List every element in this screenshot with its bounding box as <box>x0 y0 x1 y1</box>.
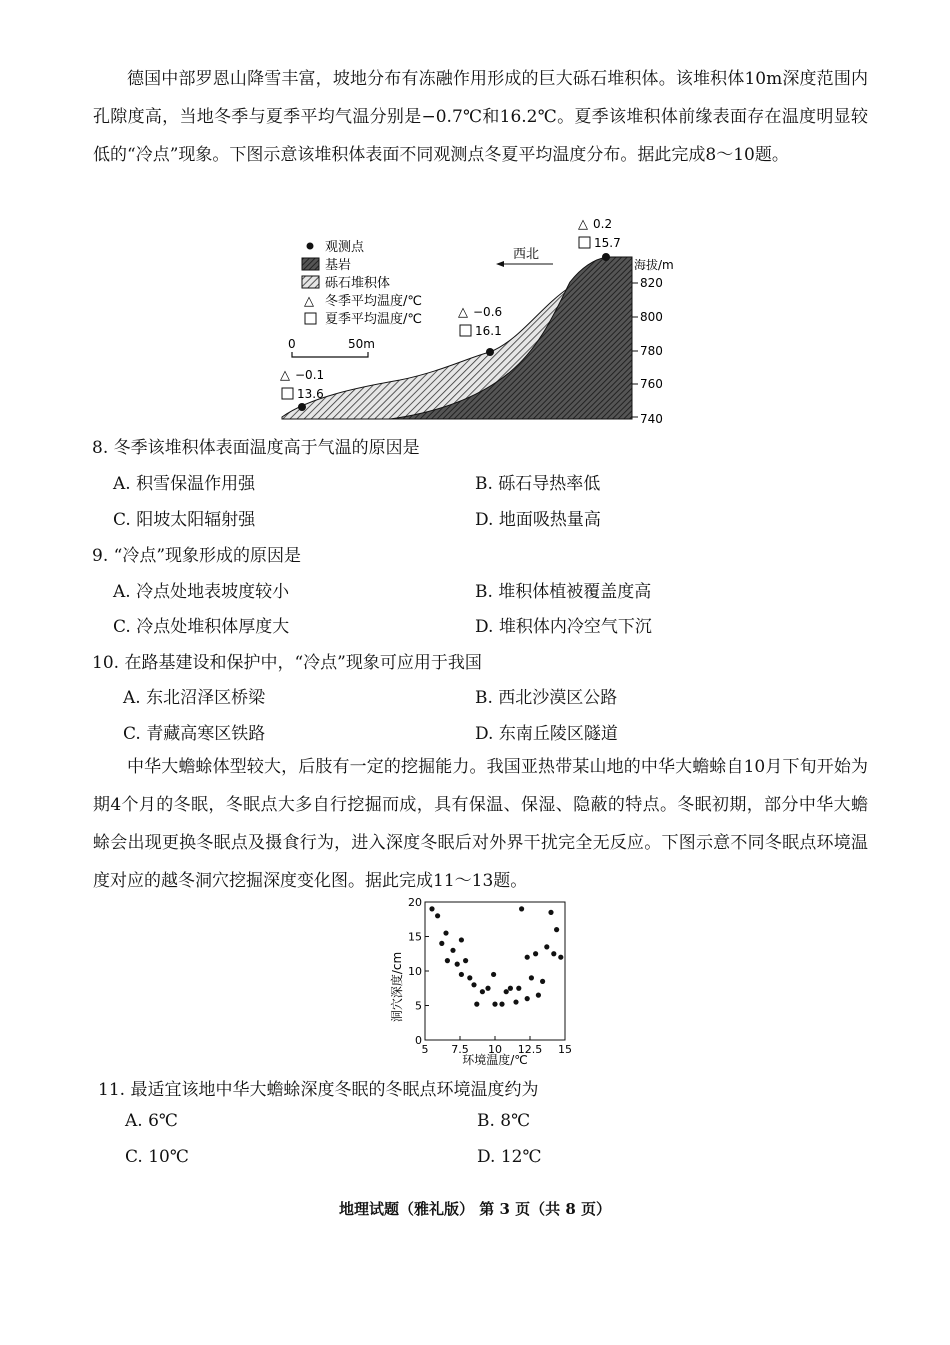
question-9-option-b[interactable]: B. 堆积体植被覆盖度高 <box>475 582 652 602</box>
question-9-stem: 9. “冷点”现象形成的原因是 <box>92 546 302 566</box>
data-point-14 <box>480 989 485 994</box>
x-tick-label-12.5: 12.5 <box>517 1043 543 1056</box>
question-9-option-a[interactable]: A. 冷点处地表坡度较小 <box>113 582 290 602</box>
question-11-option-d[interactable]: D. 12℃ <box>477 1147 542 1167</box>
point-3-winter: 0.2 <box>593 217 613 231</box>
observation-point-3 <box>578 217 621 261</box>
data-point-4 <box>443 930 448 935</box>
x-tick-label-7.5: 7.5 <box>451 1043 469 1056</box>
tick-780: 780 <box>640 344 663 358</box>
data-point-23 <box>519 906 524 911</box>
data-point-17 <box>492 1002 497 1007</box>
legend-observation: 观测点 <box>325 240 365 255</box>
data-point-2 <box>435 913 440 918</box>
data-point-15 <box>485 986 490 991</box>
x-tick-label-10: 10 <box>488 1043 502 1056</box>
data-point-8 <box>459 937 464 942</box>
question-8-option-c[interactable]: C. 阳坡太阳辐射强 <box>113 510 256 530</box>
svg-text:△: △ <box>458 305 468 320</box>
data-point-29 <box>540 979 545 984</box>
data-point-33 <box>554 927 559 932</box>
observation-point-legend-icon <box>307 243 314 250</box>
tick-740: 740 <box>640 412 663 426</box>
point-2-winter: −0.6 <box>473 305 503 319</box>
question-10-stem: 10. 在路基建设和保护中，“冷点”现象可应用于我国 <box>92 653 482 673</box>
x-tick-label-15: 15 <box>558 1043 572 1056</box>
question-10-option-b[interactable]: B. 西北沙漠区公路 <box>475 688 618 708</box>
tick-820: 820 <box>640 276 663 290</box>
point-2-summer: 16.1 <box>475 324 502 338</box>
svg-text:△: △ <box>280 368 290 383</box>
square-legend-icon <box>305 313 316 324</box>
y-axis-label: 洞穴深度/cm <box>390 951 404 1023</box>
question-10-option-d[interactable]: D. 东南丘陵区隧道 <box>475 724 618 744</box>
slope-profile-figure <box>270 212 690 430</box>
data-point-24 <box>525 996 530 1001</box>
question-8-option-d[interactable]: D. 地面吸热量高 <box>475 510 601 530</box>
figure-legend <box>302 239 422 327</box>
data-point-21 <box>513 999 518 1004</box>
data-point-12 <box>471 982 476 987</box>
burrow-depth-scatter-chart <box>380 892 580 1070</box>
question-8-option-a[interactable]: A. 积雪保温作用强 <box>113 474 256 494</box>
data-point-10 <box>459 972 464 977</box>
svg-text:△: △ <box>578 217 588 232</box>
legend-gravel: 砾石堆积体 <box>325 276 391 291</box>
question-10-option-c[interactable]: C. 青藏高寒区铁路 <box>123 724 266 744</box>
question-8-stem: 8. 冬季该堆积体表面温度高于气温的原因是 <box>92 438 420 458</box>
legend-summer: 夏季平均温度/℃ <box>325 312 422 327</box>
question-9-option-d[interactable]: D. 堆积体内冷空气下沉 <box>475 617 652 637</box>
data-point-3 <box>439 941 444 946</box>
data-point-1 <box>429 906 434 911</box>
data-point-7 <box>455 962 460 967</box>
data-point-22 <box>516 986 521 991</box>
legend-bedrock: 基岩 <box>325 258 352 273</box>
data-point-9 <box>463 958 468 963</box>
data-point-32 <box>551 951 556 956</box>
data-point-28 <box>536 993 541 998</box>
question-8-option-b[interactable]: B. 砾石导热率低 <box>475 474 601 494</box>
tick-800: 800 <box>640 310 663 324</box>
question-11-stem: 11. 最适宜该地中华大蟾蜍深度冬眠的冬眠点环境温度约为 <box>98 1080 539 1100</box>
y-tick-label-5: 5 <box>415 999 422 1013</box>
data-point-19 <box>504 989 509 994</box>
data-point-18 <box>499 1002 504 1007</box>
point-1-summer: 13.6 <box>297 387 324 401</box>
data-point-31 <box>548 910 553 915</box>
triangle-legend-icon: △ <box>304 294 314 309</box>
legend-winter: 冬季平均温度/℃ <box>325 294 422 309</box>
question-9-option-c[interactable]: C. 冷点处堆积体厚度大 <box>113 617 290 637</box>
y-tick-label-10: 10 <box>408 965 422 978</box>
data-point-34 <box>558 955 563 960</box>
scale-zero: 0 <box>288 337 296 351</box>
direction-label: 西北 <box>513 247 540 262</box>
direction-indicator <box>496 247 553 267</box>
page-footer: 地理试题（雅礼版） 第 3 页（共 8 页） <box>339 1200 611 1218</box>
question-10-option-a[interactable]: A. 东北沼泽区桥梁 <box>123 688 266 708</box>
passage-1-text: 德国中部罗恩山降雪丰富，坡地分布有冻融作用形成的巨大砾石堆积体。该堆积体10m深度范围内孔隙度高，当地冬季与夏季平均气温分别是−0.7℃和16.2℃。夏季该堆积体前缘表面存在温度明显较低的“冷点”现象。下图示意该堆积体表面不同观测点冬夏平均温度分布。据此完成8～10题。 <box>93 69 868 165</box>
data-point-6 <box>450 948 455 953</box>
data-point-26 <box>529 975 534 980</box>
y-tick-label-20: 20 <box>408 896 422 909</box>
point-1-winter: −0.1 <box>295 368 325 382</box>
altitude-axis-label: 海拔/m <box>634 258 674 272</box>
scale-length: 50m <box>348 337 375 351</box>
y-tick-label-15: 15 <box>408 930 422 944</box>
question-11-option-a[interactable]: A. 6℃ <box>125 1111 178 1131</box>
bedrock-legend-icon <box>302 258 319 270</box>
data-point-13 <box>474 1002 479 1007</box>
altitude-axis <box>632 257 674 426</box>
passage-2-text: 中华大蟾蜍体型较大，后肢有一定的挖掘能力。我国亚热带某山地的中华大蟾蜍自10月下旬开始为期4个月的冬眠，冬眠点大多自行挖掘而成，具有保温、保湿、隐蔽的特点。冬眠初期，部分中华大蟾蜍会出现更换冬眠点及摄食行为，进入深度冬眠后对外界干扰完全无反应。下图示意不同冬眠点环境温度对应的越冬洞穴挖掘深度变化图。据此完成11～13题。 <box>93 757 868 891</box>
data-point-5 <box>445 958 450 963</box>
passage-2 <box>93 748 868 900</box>
data-point-16 <box>491 972 496 977</box>
data-point-27 <box>533 951 538 956</box>
data-point-30 <box>544 944 549 949</box>
passage-1 <box>93 60 868 174</box>
x-axis-label: 环境温度/℃ <box>462 1053 528 1067</box>
question-11-option-b[interactable]: B. 8℃ <box>477 1111 531 1131</box>
scale-bar <box>288 337 375 357</box>
point-3-summer: 15.7 <box>594 236 621 250</box>
observation-point-2 <box>458 305 502 356</box>
data-point-20 <box>508 986 513 991</box>
tick-760: 760 <box>640 377 663 391</box>
question-11-option-c[interactable]: C. 10℃ <box>125 1147 189 1167</box>
data-point-25 <box>525 955 530 960</box>
data-point-11 <box>467 975 472 980</box>
x-tick-label-5: 5 <box>421 1043 429 1056</box>
y-tick-label-0: 0 <box>415 1034 422 1047</box>
plot-frame <box>425 902 565 1040</box>
gravel-legend-icon <box>302 276 319 288</box>
